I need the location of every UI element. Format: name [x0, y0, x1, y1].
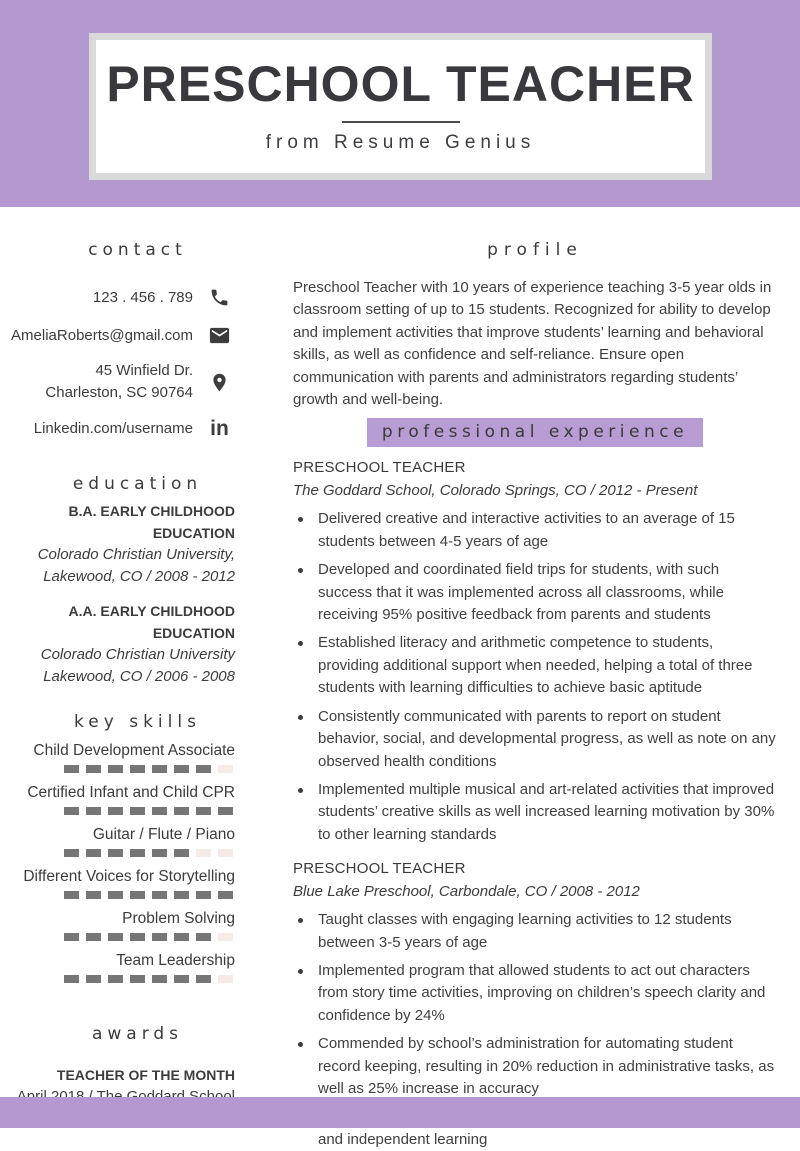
skill-bar-segment — [218, 933, 233, 941]
skill-bar-segment — [174, 849, 189, 857]
linkedin-icon: in — [210, 417, 229, 440]
education-heading: education — [72, 474, 203, 494]
skill-label: Certified Infant and Child CPR — [27, 784, 235, 801]
contact-row — [0, 415, 235, 442]
skill-bar-segment — [130, 765, 145, 773]
skill-bar-segment — [108, 807, 123, 815]
skill-bar-segment — [86, 807, 101, 815]
skill-bar-segment — [218, 807, 233, 815]
job-bullet: Established literacy and arithmetic competence to students, providing additional support when needed, helping a total of three students with learning difficulties to achieve basic aptitude — [293, 632, 777, 699]
contact-line: 123 . 456 . 789 — [92, 288, 193, 306]
skill-label: Child Development Associate — [33, 742, 235, 759]
sidebar — [0, 207, 235, 1108]
job-company-dates: Blue Lake Preschool, Carbondale, CO / 2008 - 2012 — [293, 883, 640, 901]
skill-level-bar — [0, 765, 235, 773]
skill-bar-segment — [152, 765, 167, 773]
contact-line: AmeliaRoberts@gmail.com — [11, 326, 193, 344]
education-school: Colorado Christian University — [40, 646, 235, 663]
skill-bar-segment — [218, 765, 233, 773]
skill-bar-segment — [130, 891, 145, 899]
skill-bar-segment — [64, 933, 79, 941]
key-skills-heading: key skills — [74, 712, 201, 732]
skill-bar-segment — [196, 849, 211, 857]
envelope-icon — [206, 322, 233, 349]
job-bullet: Delivered creative and interactive activities to an average of 15 students between 4-5 years of age — [293, 508, 777, 553]
skill-label: Guitar / Flute / Piano — [92, 826, 235, 843]
skill-label: Problem Solving — [122, 910, 235, 927]
skill-bar-segment — [218, 849, 233, 857]
skill-item — [0, 826, 235, 857]
skill-level-bar — [0, 891, 235, 899]
education-school: Colorado Christian University, — [37, 546, 235, 563]
contact-list — [0, 284, 235, 442]
skill-bar-segment — [152, 807, 167, 815]
education-degree-line: B.A. EARLY CHILDHOOD — [68, 503, 235, 519]
skill-bar-segment — [174, 807, 189, 815]
job-bullet-list — [293, 508, 777, 846]
contact-row — [0, 322, 235, 349]
contact-line: 45 Winfield Dr. — [95, 362, 193, 379]
job-bullet: and independent learning — [293, 1106, 777, 1151]
education-item — [0, 500, 235, 588]
skill-bar-segment — [130, 807, 145, 815]
education-degree-line: A.A. EARLY CHILDHOOD — [68, 603, 235, 619]
contact-row — [0, 360, 235, 404]
job-entry — [293, 458, 777, 846]
skill-bar-segment — [108, 849, 123, 857]
contact-line: Charleston, SC 90764 — [45, 384, 193, 401]
skill-bar-segment — [86, 933, 101, 941]
job-title: PRESCHOOL TEACHER — [293, 860, 466, 878]
skill-bar-segment — [152, 933, 167, 941]
job-bullet: Developed and coordinated field trips for students, with such success that it was implemented across all classrooms, while receiving 95% positive feedback from parents and students — [293, 559, 777, 626]
awards-heading: awards — [91, 1024, 184, 1044]
skill-bar-segment — [108, 975, 123, 983]
education-dates: Lakewood, CO / 2006 - 2008 — [43, 668, 235, 685]
skill-bar-segment — [86, 849, 101, 857]
skill-bar-segment — [196, 933, 211, 941]
skill-item — [0, 952, 235, 983]
skill-item — [0, 784, 235, 815]
education-item — [0, 600, 235, 688]
footer-band — [0, 1097, 800, 1128]
skill-bar-segment — [64, 765, 79, 773]
job-bullet: Implemented multiple musical and art-related activities that improved students’ creative skills as well increased learning motivation by 30% to other learning standards — [293, 779, 777, 846]
skill-bar-segment — [196, 891, 211, 899]
skill-bar-segment — [64, 807, 79, 815]
education-degree-line: EDUCATION — [152, 625, 235, 641]
skill-bar-segment — [64, 891, 79, 899]
contact-row — [0, 284, 235, 311]
contact-value — [45, 360, 193, 404]
contact-heading: contact — [88, 240, 187, 260]
skill-bar-segment — [174, 975, 189, 983]
skill-bar-segment — [152, 849, 167, 857]
title-divider — [342, 121, 460, 123]
skill-level-bar — [0, 975, 235, 983]
skill-item — [0, 742, 235, 773]
phone-icon — [206, 284, 233, 311]
skill-bar-segment — [174, 933, 189, 941]
skill-bar-segment — [196, 807, 211, 815]
contact-value — [93, 287, 193, 309]
skill-bar-segment — [218, 975, 233, 983]
professional-experience-heading: professional experience — [367, 418, 703, 447]
job-bullet: Taught classes with engaging learning activities to 12 students between 3-5 years of age — [293, 909, 777, 954]
skill-bar-segment — [130, 849, 145, 857]
education-dates: Lakewood, CO / 2008 - 2012 — [43, 568, 235, 585]
skill-bar-segment — [64, 975, 79, 983]
skill-bar-segment — [152, 975, 167, 983]
skill-bar-segment — [86, 975, 101, 983]
key-skills-list — [0, 742, 235, 983]
jobs-list — [293, 458, 777, 1151]
header-band — [0, 0, 800, 207]
skill-label: Team Leadership — [116, 952, 235, 969]
skill-level-bar — [0, 933, 235, 941]
skill-item — [0, 910, 235, 941]
skill-bar-segment — [64, 849, 79, 857]
skill-bar-segment — [108, 765, 123, 773]
contact-value — [34, 418, 193, 440]
title-box — [89, 33, 712, 180]
contact-line: Linkedin.com/username — [33, 419, 193, 437]
contact-value — [11, 325, 193, 347]
job-title: PRESCHOOL TEACHER — [293, 459, 466, 477]
skill-bar-segment — [174, 765, 189, 773]
resume-subtitle: from Resume Genius — [265, 132, 536, 153]
resume-title: PRESCHOOL TEACHER — [106, 56, 695, 112]
skill-bar-segment — [152, 891, 167, 899]
profile-heading: profile — [487, 240, 583, 260]
skill-level-bar — [0, 849, 235, 857]
skill-bar-segment — [108, 933, 123, 941]
skill-bar-segment — [174, 891, 189, 899]
award-title: TEACHER OF THE MONTH — [56, 1067, 235, 1083]
location-pin-icon — [206, 369, 233, 396]
skill-bar-segment — [86, 765, 101, 773]
skill-bar-segment — [130, 975, 145, 983]
education-degree — [0, 500, 235, 544]
job-bullet: Implemented program that allowed students to act out characters from story time activities, improving on children’s speech clarity and confidence by 24% — [293, 960, 777, 1027]
job-company-dates: The Goddard School, Colorado Springs, CO / 2012 - Present — [293, 482, 698, 500]
education-degree — [0, 600, 235, 644]
education-list — [0, 500, 235, 688]
skill-bar-segment — [86, 891, 101, 899]
skill-item — [0, 868, 235, 899]
job-bullet: Consistently communicated with parents to report on student behavior, social, and developmental progress, as well as note on any observed health conditions — [293, 706, 777, 773]
skill-level-bar — [0, 807, 235, 815]
skill-bar-segment — [218, 891, 233, 899]
skill-bar-segment — [108, 891, 123, 899]
education-degree-line: EDUCATION — [152, 525, 235, 541]
job-bullet: Commended by school’s administration for automating student record keeping, resulting in 20% reduction in administrative tasks, as well as 25% increase in accuracy — [293, 1033, 777, 1100]
skill-bar-segment — [196, 975, 211, 983]
main-column — [293, 207, 777, 1151]
skill-label: Different Voices for Storytelling — [23, 868, 235, 885]
profile-text: Preschool Teacher with 10 years of experience teaching 3-5 year olds in classroom setting of up to 15 students. Recognized for ability to develop and implement activities that improve students’ learning and behavioral skills, as well as confidence and self-reliance. Ensure open communication with parents and administrators regarding students’ growth and well-being. — [293, 279, 772, 409]
skill-bar-segment — [196, 765, 211, 773]
skill-bar-segment — [130, 933, 145, 941]
